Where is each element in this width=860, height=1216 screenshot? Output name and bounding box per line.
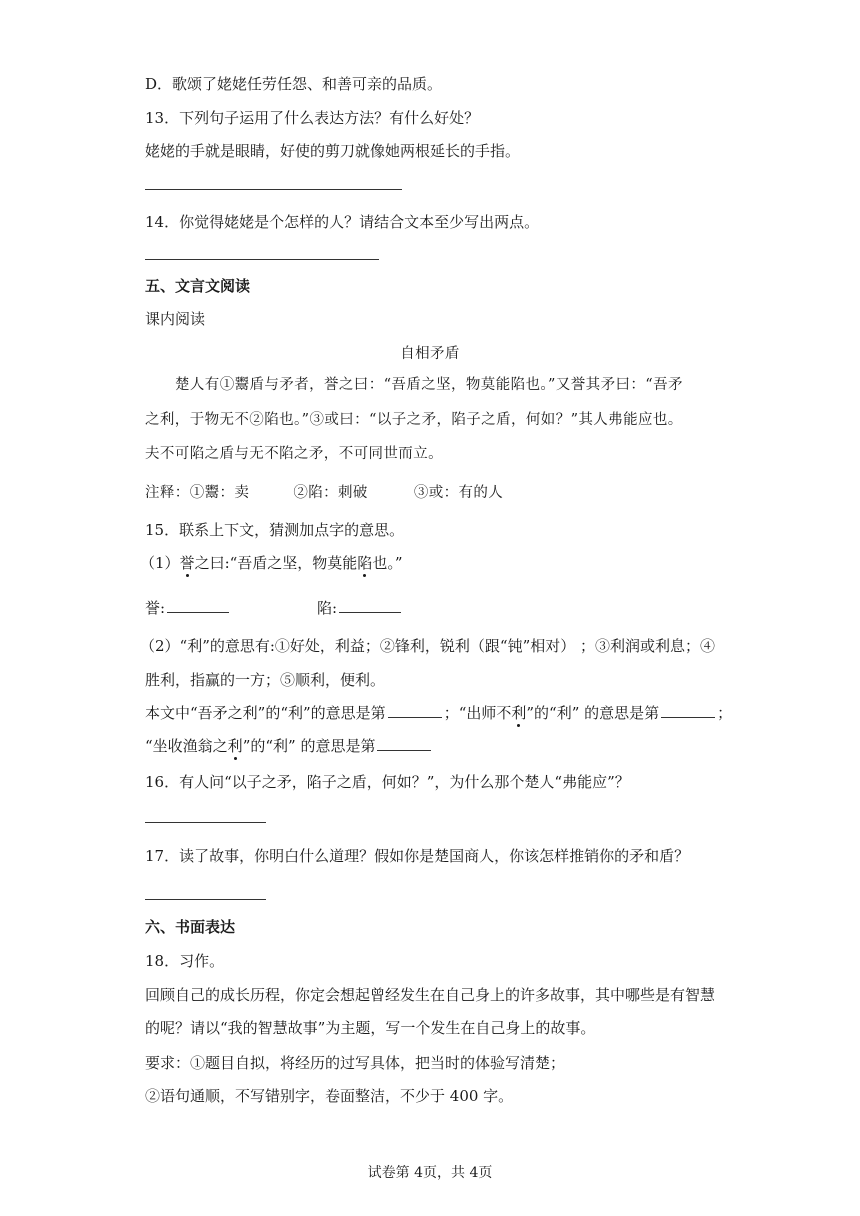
q15-part2-line3: 本文中“吾矛之利”的“利”的意思是第 ；“出师不利”的“利” 的意思是第 ； [145, 704, 733, 722]
q13-sentence: 姥姥的手就是眼睛，好使的剪刀就像她两根延长的手指。 [145, 142, 521, 160]
q15-stem: 15．联系上下文，猜测加点字的意思。 [145, 521, 405, 539]
q15-part2-line2: 胜利，指赢的一方；⑤顺利，便利。 [145, 671, 386, 689]
q12-option-d: D．歌颂了姥姥任劳任怨、和善可亲的品质。 [145, 75, 443, 93]
dotted-char-li-1: 利 [511, 704, 527, 722]
fill3-blank[interactable] [388, 703, 442, 718]
q18-req-1: 要求：①题目自拟，将经历的过写具体，把当时的体验写清楚； [145, 1054, 566, 1072]
dotted-char-li-2: 利 [227, 737, 243, 755]
q15-part2-line4: “坐收渔翁之利”的“利” 的意思是第 [145, 736, 433, 756]
fill2-label: 陷: [317, 599, 338, 617]
passage-line-2: 之利，于物无不②陷也。”③或曰：“以子之矛，陷子之盾，何如？”其人弗能应也。 [145, 412, 683, 428]
q17-stem: 17．读了故事，你明白什么道理？假如你是楚国商人，你该怎样推销你的矛和盾？ [145, 847, 690, 865]
q14-stem: 14．你觉得姥姥是个怎样的人？请结合文本至少写出两点。 [145, 213, 540, 231]
passage-line-3: 夫不可陷之盾与无不陷之矛，不可同世而立。 [145, 446, 443, 462]
q15-part2-line1: （2）“利”的意思有:①好处，利益；②锋利，锐利（跟“钝”相对） ；③利润或利息；④ [140, 637, 716, 655]
passage-line-1: 楚人有①鬻盾与矛者，誉之曰：“吾盾之坚，物莫能陷也。”又誉其矛曰：“吾矛 [175, 377, 683, 393]
fill4-blank[interactable] [661, 703, 715, 718]
fill5-blank[interactable] [377, 736, 431, 751]
note-1: ①鬻：卖 [189, 485, 250, 501]
q13-answer-line[interactable] [145, 189, 402, 190]
q14-answer-line[interactable] [145, 259, 379, 260]
q16-stem: 16．有人问“以子之矛，陷子之盾，何如？”，为什么那个楚人“弗能应”？ [145, 773, 630, 791]
section5-sub: 课内阅读 [145, 310, 206, 328]
q18-stem: 18．习作。 [145, 952, 225, 970]
q18-req-2: ②语句通顺，不写错别字，卷面整洁，不少于 400 字。 [145, 1087, 514, 1105]
page-footer: 试卷第 4页，共 4页 [367, 1165, 493, 1181]
fill1-blank[interactable] [167, 598, 229, 613]
section6-heading: 六、书面表达 [145, 918, 236, 936]
fill2-blank[interactable] [339, 598, 401, 613]
q16-answer-line[interactable] [145, 822, 266, 823]
fill1-label: 誉: [145, 599, 166, 617]
notes-prefix: 注释： [145, 485, 190, 501]
passage-notes [145, 483, 503, 503]
q18-body-2: 的呢？请以“我的智慧故事”为主题，写一个发生在自己身上的故事。 [145, 1019, 596, 1037]
q17-answer-line[interactable] [145, 899, 266, 900]
q15-fill-2 [317, 598, 403, 618]
section5-heading: 五、文言文阅读 [145, 277, 251, 295]
note-3: ③或：有的人 [413, 485, 504, 501]
note-2: ②陷：刺破 [293, 485, 368, 501]
q15-fill-1 [145, 598, 231, 618]
dotted-char-yu: 誉 [179, 554, 195, 572]
q18-body-1: 回顾自己的成长历程，你定会想起曾经发生在自己身上的许多故事，其中哪些是有智慧 [145, 986, 716, 1004]
passage-title: 自相矛盾 [400, 346, 460, 362]
dotted-char-xian: 陷 [357, 554, 373, 572]
q13-stem: 13．下列句子运用了什么表达方法？有什么好处？ [145, 109, 480, 127]
q15-part1: （1）誉之曰:“吾盾之坚，物莫能陷也。” [140, 554, 403, 572]
